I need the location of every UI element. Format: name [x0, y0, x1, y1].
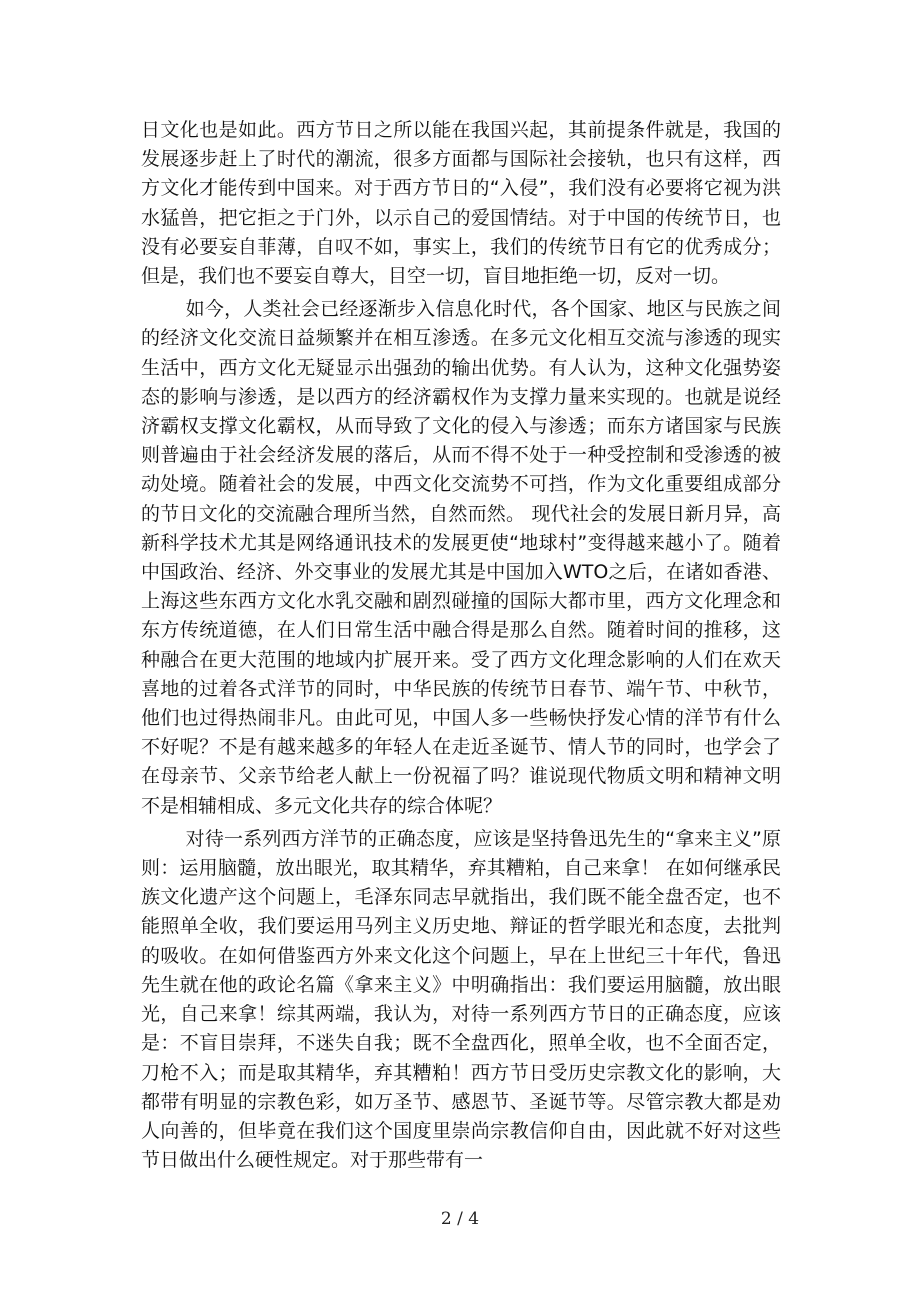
paragraph-3: 对待一系列西方洋节的正确态度，应该是坚持鲁迅先生的“拿来主义”原则：运用脑髓，放出眼光，取其精华，弃其糟粕，自己来拿！ 在如何继承民族文化遗产这个问题上，毛泽东同志早就指出，我们既不能全盘否定，也不能照单全收，我们要运用马列主义历史地、辩证的哲学眼光和态度，去批判的吸收。在如何借鉴西方外来文化这个问题上，早在上世纪三十年代，鲁迅先生就在他的政论名篇《拿来主义》中明确指出：我们要运用脑髓，放出眼光，自己来拿！综其两端，我认为，对待一系列西方节日的正确态度，应该是：不盲目崇拜，不迷失自我；既不全盘西化，照单全收，也不全面否定，刀枪不入；而是取其精华，弃其糟粕！西方节日受历史宗教文化的影响，大都带有明显的宗教色彩，如万圣节、感恩节、圣诞节等。尽管宗教大都是劝人向善的，但毕竟在我们这个国度里崇尚宗教信仰自由，因此就不好对这些节日做出什么硬性规定。对于那些带有一	[141, 827, 781, 1172]
paragraph-1: 日文化也是如此。西方节日之所以能在我国兴起，其前提条件就是，我国的发展逐步赶上了时代的潮流，很多方面都与国际社会接轨，也只有这样，西方文化才能传到中国来。对于西方节日的“入侵”，我们没有必要将它视为洪水猛兽，把它拒之于门外，以示自己的爱国情结。对于中国的传统节日，也没有必要妄自菲薄，自叹不如，事实上，我们的传统节日有它的优秀成分；但是，我们也不要妄自尊大，目空一切，盲目地拒绝一切，反对一切。	[141, 119, 781, 288]
document-body	[141, 116, 781, 1179]
page-number: 2 / 4	[440, 1209, 480, 1229]
paragraph-2: 如今，人类社会已经逐渐步入信息化时代，各个国家、地区与民族之间的经济文化交流日益频繁并在相互渗透。在多元文化相互交流与渗透的现实生活中，西方文化无疑显示出强劲的输出优势。有人认为，这种文化强势姿态的影响与渗透，是以西方的经济霸权作为支撑力量来实现的。也就是说经济霸权支撑文化霸权，从而导致了文化的侵入与渗透；而东方诸国家与民族则普遍由于社会经济发展的落后，从而不得不处于一种受控制和受渗透的被动处境。随着社会的发展，中西文化交流势不可挡，作为文化重要组成部分的节日文化的交流融合理所当然，自然而然。 现代社会的发展日新月异，高新科学技术尤其是网络通讯技术的发展更使“地球村”变得越来越小了。随着中国政治、经济、外交事业的发展尤其是中国加入WTO之后，在诸如香港、上海这些东西方文化水乳交融和剧烈碰撞的国际大都市里，西方文化理念和东方传统道德，在人们日常生活中融合得是那么自然。随着时间的推移，这种融合在更大范围的地域内扩展开来。受了西方文化理念影响的人们在欢天喜地的过着各式洋节的同时，中华民族的传统节日春节、端午节、中秋节，他们也过得热闹非凡。由此可见，中国人多一些畅快抒发心情的洋节有什么不好呢？不是有越来越多的年轻人在走近圣诞节、情人节的同时，也学会了在母亲节、父亲节给老人献上一份祝福了吗？谁说现代物质文明和精神文明不是相辅相成、多元文化共存的综合体呢？	[141, 298, 781, 817]
